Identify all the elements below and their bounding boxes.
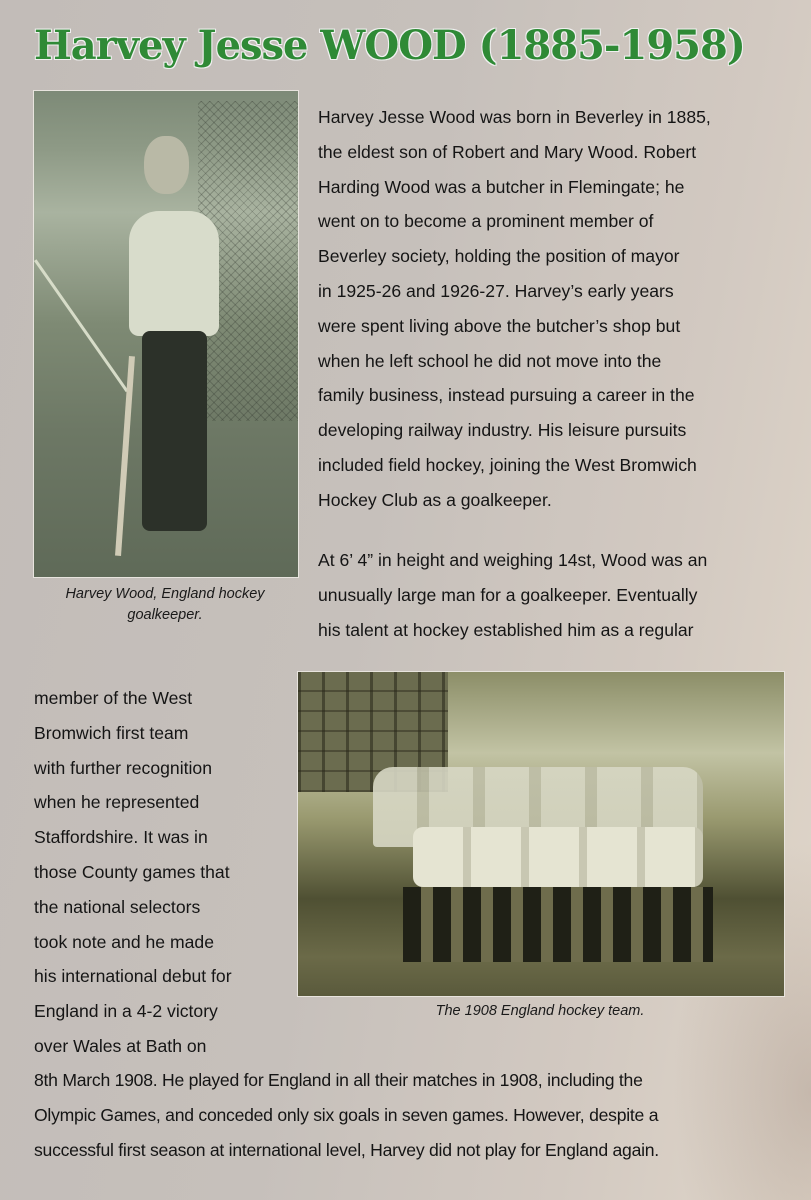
text-line: when he left school he did not move into the (318, 350, 662, 371)
text-line: took note and he made (34, 931, 214, 952)
paragraph-early-life (318, 100, 788, 518)
figure-sweater-graphic (129, 211, 219, 336)
text-line: in 1925-26 and 1926-27. Harvey’s early years (318, 280, 674, 301)
text-line: his international debut for (34, 966, 232, 987)
text-line: over Wales at Bath on (34, 1035, 207, 1056)
team-photo-caption: The 1908 England hockey team. (435, 1003, 645, 1019)
text-line: with further recognition (34, 757, 212, 778)
text-line: successful first season at international level, Harvey did not play for England again. (34, 1139, 659, 1160)
text-line: went on to become a prominent member of (318, 211, 654, 232)
text-line: Olympic Games, and conceded only six goals in seven games. However, despite a (34, 1104, 659, 1125)
text-line: were spent living above the butcher’s shop but (318, 315, 681, 336)
figure-legs-graphic (142, 331, 207, 531)
text-line: Harding Wood was a butcher in Flemingate; he (318, 176, 685, 197)
text-line: Beverley society, holding the position of mayor (318, 246, 680, 267)
text-line: those County games that (34, 861, 230, 882)
text-line: unusually large man for a goalkeeper. Eventually (318, 584, 698, 605)
team-photo (297, 671, 785, 997)
text-line: At 6’ 4” in height and weighing 14st, Wood was an (318, 550, 708, 570)
goalkeeper-photo-caption (33, 584, 297, 626)
paragraph-hockey-career (318, 543, 788, 647)
text-line: developing railway industry. His leisure pursuits (318, 420, 687, 441)
paragraph-county-selection (34, 681, 284, 1064)
text-line: member of the West (34, 688, 193, 708)
text-line: included field hockey, joining the West Bromwich (318, 454, 697, 475)
text-line: family business, instead pursuing a career in the (318, 385, 695, 406)
goalkeeper-photo (33, 90, 299, 578)
text-line: Staffordshire. It was in (34, 827, 208, 848)
caption-line: Harvey Wood, England hockey (65, 586, 265, 602)
text-line: when he represented (34, 792, 200, 813)
paragraph-international-career (34, 1063, 794, 1167)
text-line: the eldest son of Robert and Mary Wood. Robert (318, 141, 697, 162)
text-line: Harvey Jesse Wood was born in Beverley in 1885, (318, 107, 711, 127)
text-line: Bromwich first team (34, 722, 189, 743)
team-front-row-graphic (413, 827, 703, 887)
text-line: England in a 4-2 victory (34, 1001, 218, 1022)
figure-head-graphic (144, 136, 189, 194)
caption-line: goalkeeper. (127, 607, 203, 623)
text-line: his talent at hockey established him as a regular (318, 619, 694, 640)
pitch-line-graphic (34, 259, 128, 392)
page-title: Harvey Jesse WOOD (1885-1958) (34, 22, 745, 69)
text-line: Hockey Club as a goalkeeper. (318, 489, 552, 510)
text-line: 8th March 1908. He played for England in all their matches in 1908, including the (34, 1070, 643, 1090)
team-legs-graphic (403, 887, 713, 962)
text-line: the national selectors (34, 896, 201, 917)
